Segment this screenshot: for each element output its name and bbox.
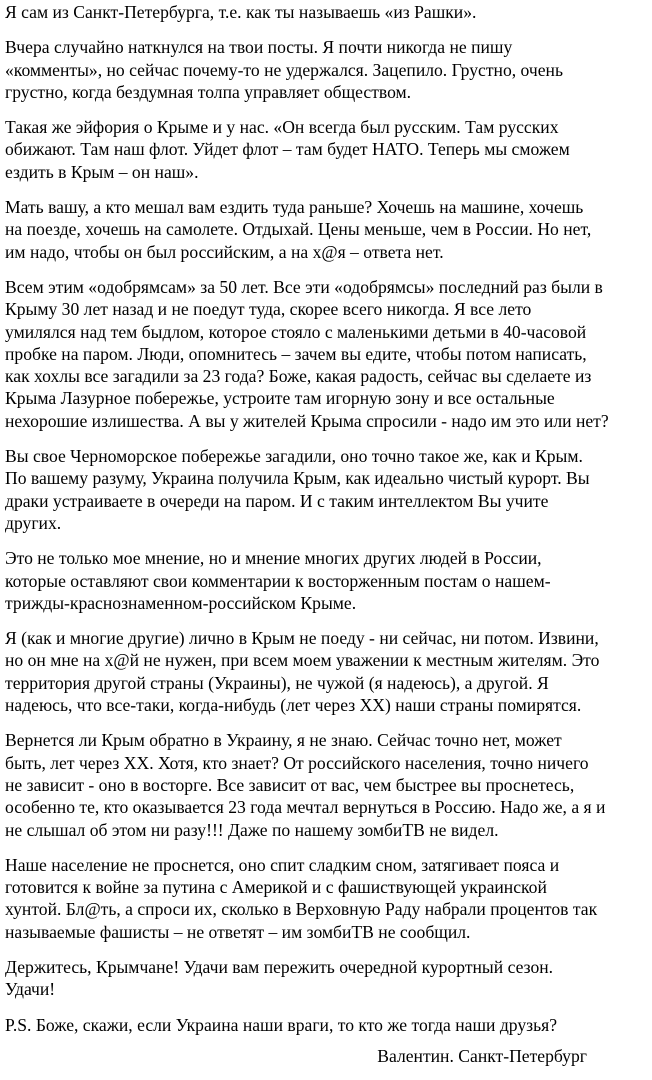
text-line: Вчера случайно наткнулся на твои посты. Я почти никогда не пишу [5, 37, 513, 58]
paragraph-population [5, 854, 649, 943]
text-line: Удачи! [5, 979, 56, 1000]
text-line: P.S. Боже, скажи, если Украина наши враги, то кто же тогда наши друзья? [5, 1014, 558, 1035]
text-line: трижды-краснознаменном-российском Крыме. [5, 592, 357, 613]
text-line: надеюсь, что все-таки, когда-нибудь (лет через ХХ) наши страны помирятся. [5, 695, 582, 716]
text-line: грустно, когда бездумная толпа управляет обществом. [5, 81, 412, 102]
text-line: Держитесь, Крымчане! Удачи вам пережить очередной курортный сезон. [5, 956, 554, 977]
text-line: особенно те, кто оказывается 23 года мечтал вернуться в Россию. Надо же, а я и [5, 797, 606, 818]
text-line: им надо, чтобы он был российским, а на х@я – ответа нет. [5, 241, 444, 262]
text-line: как хохлы все загадили за 23 года? Боже, какая радость, сейчас вы сделаете из [5, 366, 592, 387]
paragraph-odobryams [5, 276, 649, 432]
letter-body [5, 1, 649, 1080]
text-line: пробке на паром. Люди, опомнитесь – зачем вы едите, чтобы потом написать, [5, 343, 587, 364]
text-line: Крыма Лазурное побережье, устроите там игорную зону и все остальные [5, 388, 555, 409]
text-line: не зависит - оно в восторге. Все зависит от вас, чем быстрее вы проснетесь, [5, 774, 575, 795]
text-line: на поезде, хочешь на самолете. Отдыхай. Цены меньше, чем в России. Но нет, [5, 219, 592, 240]
text-line: хунтой. Бл@ть, а спроси их, сколько в Верховную Раду набрали процентов так [5, 899, 598, 920]
paragraph-postscript [5, 1014, 649, 1036]
paragraph-wont-go [5, 627, 649, 716]
text-line: Всем этим «одобрямсам» за 50 лет. Все эти «одобрямсы» последний раз были в [5, 276, 603, 297]
paragraph-intro [5, 1, 649, 23]
text-line: но он мне на х@й не нужен, при всем моем уважении к местным жителям. Это [5, 650, 600, 671]
text-line: «комменты», но сейчас почему-то не удержался. Зацепило. Грустно, очень [5, 59, 563, 80]
paragraph-hold-on [5, 956, 649, 1001]
text-line: Я (как и многие другие) лично в Крым не поеду - ни сейчас, ни потом. Извини, [5, 628, 599, 649]
text-line: Мать вашу, а кто мешал вам ездить туда раньше? Хочешь на машине, хочешь [5, 197, 584, 218]
text-line: быть, лет через ХХ. Хотя, кто знает? От российского населения, точно ничего [5, 752, 589, 773]
text-line: Такая же эйфория о Крыме и у нас. «Он всегда был русским. Там русских [5, 117, 559, 138]
text-line: умилялся над тем быдлом, которое стояло с маленькими детьми в 40-часовой [5, 321, 587, 342]
text-line: драки устраиваете в очереди на паром. И с таким интеллектом Вы учите [5, 490, 549, 511]
text-line: Вы свое Черноморское побережье загадили, оно точно такое же, как и Крым. [5, 446, 583, 467]
text-line: Наше население не проснется, оно спит сладким сном, затягивает пояса и [5, 854, 560, 875]
text-line: Я сам из Санкт-Петербурга, т.е. как ты называешь «из Рашки». [5, 2, 477, 22]
paragraph-found-posts [5, 36, 649, 103]
text-line: обижают. Там наш флот. Уйдет флот – там будет НАТО. Теперь мы сможем [5, 139, 570, 160]
text-line: других. [5, 512, 62, 533]
text-line: территория другой страны (Украины), не чужой (я надеюсь), а другой. Я [5, 672, 549, 693]
text-line: называемые фашисты – не ответят – им зомбиТВ не сообщил. [5, 921, 471, 942]
text-line: Крыму 30 лет назад и не поедут туда, скорее всего никогда. Я все лето [5, 299, 532, 320]
paragraph-euphoria [5, 116, 649, 183]
text-line: Это не только мое мнение, но и мнение многих других людей в России, [5, 548, 542, 569]
paragraph-travel [5, 196, 649, 263]
text-line: ездить в Крым – он наш». [5, 161, 199, 182]
paragraph-return [5, 729, 649, 840]
paragraph-opinion [5, 547, 649, 614]
text-line: не слышал об этом ни разу!!! Даже по нашему зомбиТВ не видел. [5, 819, 499, 840]
text-line: которые оставляют свои комментарии к восторженным постам о нашем- [5, 570, 551, 591]
text-line: нехорошие излишества. А вы у жителей Крыма спросили - надо им это или нет? [5, 410, 609, 431]
text-line: готовится к войне за путина с Америкой и с фашиствующей украинской [5, 877, 547, 898]
text-line: Вернется ли Крым обратно в Украину, я не знаю. Сейчас точно нет, может [5, 730, 562, 751]
paragraph-black-sea [5, 445, 649, 534]
signature: Валентин. Санкт-Петербург [377, 1045, 587, 1066]
text-line: По вашему разуму, Украина получила Крым, как идеально чистый курорт. Вы [5, 468, 590, 489]
